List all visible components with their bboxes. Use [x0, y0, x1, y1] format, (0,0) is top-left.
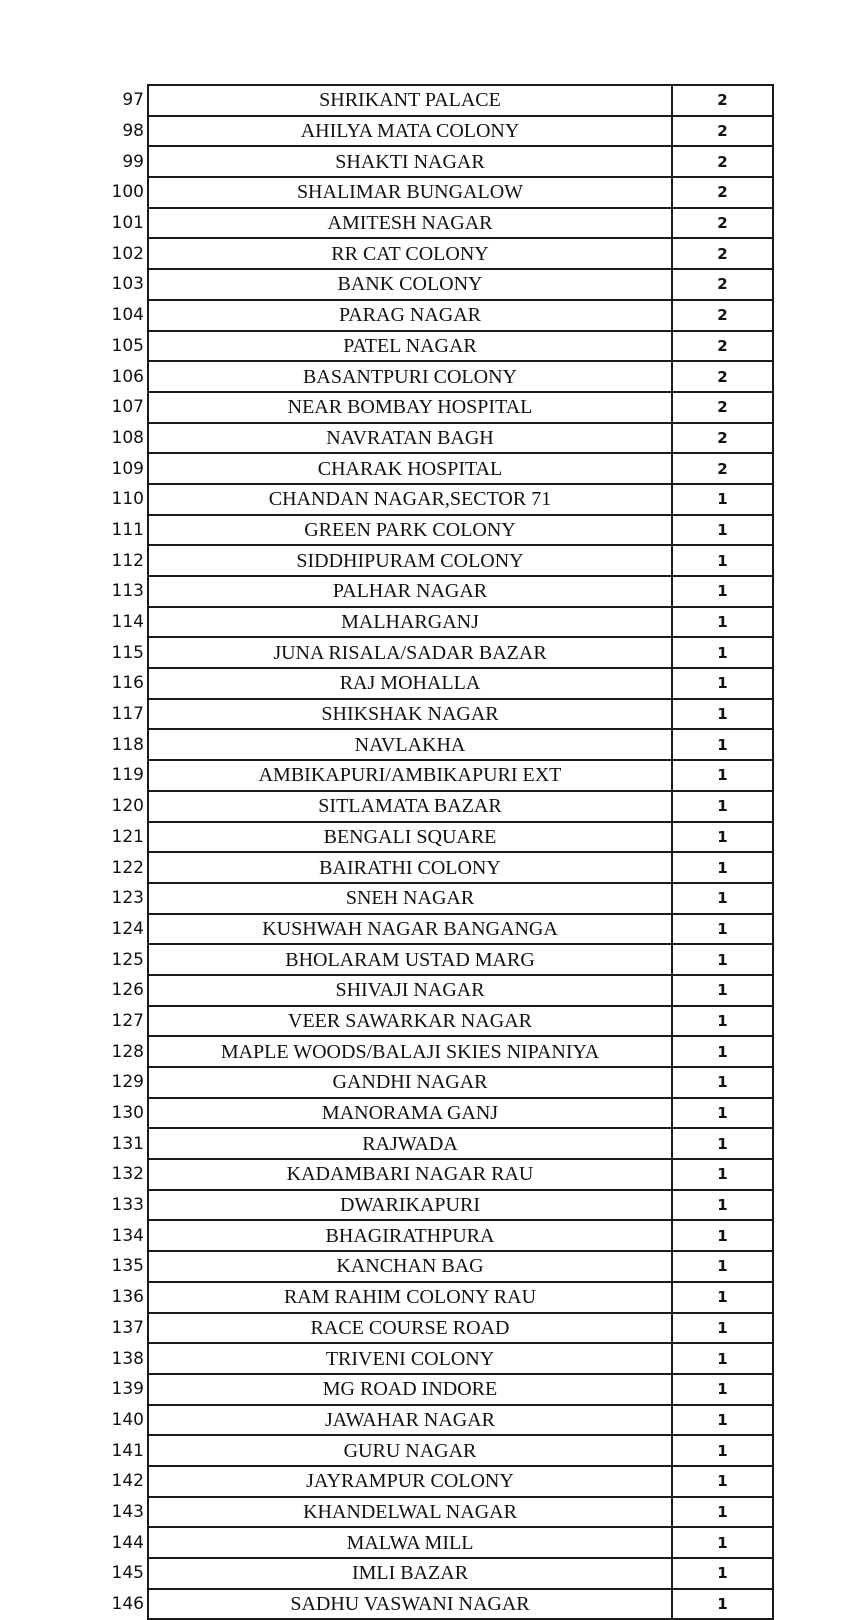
- table-row: [108, 1343, 773, 1374]
- count-cell: 1: [672, 760, 773, 791]
- area-name-cell: BASANTPURI COLONY: [148, 361, 672, 392]
- table-row: [108, 1006, 773, 1037]
- table-row: [108, 1466, 773, 1497]
- table-row: [108, 1589, 773, 1620]
- count-cell: 2: [672, 146, 773, 177]
- serial-number: 126: [111, 980, 144, 1001]
- serial-number: 113: [111, 581, 144, 602]
- table-row: [108, 85, 773, 116]
- area-name-cell: BHOLARAM USTAD MARG: [148, 944, 672, 975]
- area-name-cell: KHANDELWAL NAGAR: [148, 1497, 672, 1528]
- area-name-cell: SITLAMATA BAZAR: [148, 791, 672, 822]
- area-name-cell: AMITESH NAGAR: [148, 208, 672, 239]
- table-row: [108, 331, 773, 362]
- serial-number: 140: [111, 1409, 144, 1430]
- area-name-cell: GREEN PARK COLONY: [148, 515, 672, 546]
- count-cell: 2: [672, 269, 773, 300]
- table-row: [108, 1159, 773, 1190]
- area-name-cell: KUSHWAH NAGAR BANGANGA: [148, 914, 672, 945]
- table-row: [108, 852, 773, 883]
- count-cell: 2: [672, 208, 773, 239]
- serial-number: 125: [111, 949, 144, 970]
- area-name-cell: MANORAMA GANJ: [148, 1098, 672, 1129]
- count-cell: 1: [672, 1159, 773, 1190]
- table-row: [108, 607, 773, 638]
- area-count-table-container: [108, 84, 773, 1620]
- area-name-cell: NAVRATAN BAGH: [148, 423, 672, 454]
- table-row: [108, 883, 773, 914]
- serial-number: 133: [111, 1195, 144, 1216]
- area-name-cell: SHALIMAR BUNGALOW: [148, 177, 672, 208]
- area-name-cell: BAIRATHI COLONY: [148, 852, 672, 883]
- table-row: [108, 668, 773, 699]
- area-name-cell: CHANDAN NAGAR,SECTOR 71: [148, 484, 672, 515]
- table-row: [108, 975, 773, 1006]
- count-cell: 2: [672, 331, 773, 362]
- table-row: [108, 1558, 773, 1589]
- table-row: [108, 791, 773, 822]
- count-cell: 1: [672, 1251, 773, 1282]
- serial-number: 132: [111, 1164, 144, 1185]
- table-row: [108, 1190, 773, 1221]
- area-name-cell: RAJ MOHALLA: [148, 668, 672, 699]
- area-name-cell: GANDHI NAGAR: [148, 1067, 672, 1098]
- table-row: [108, 1128, 773, 1159]
- count-cell: 1: [672, 1067, 773, 1098]
- table-row: [108, 238, 773, 269]
- count-cell: 1: [672, 944, 773, 975]
- table-row: [108, 146, 773, 177]
- count-cell: 1: [672, 1128, 773, 1159]
- area-name-cell: SNEH NAGAR: [148, 883, 672, 914]
- table-row: [108, 269, 773, 300]
- count-cell: 1: [672, 1435, 773, 1466]
- serial-number: 105: [111, 335, 144, 356]
- serial-number: 143: [111, 1501, 144, 1522]
- table-row: [108, 423, 773, 454]
- count-cell: 2: [672, 453, 773, 484]
- serial-number: 106: [111, 366, 144, 387]
- area-name-cell: SIDDHIPURAM COLONY: [148, 545, 672, 576]
- count-cell: 1: [672, 729, 773, 760]
- serial-number: 104: [111, 305, 144, 326]
- count-cell: 2: [672, 238, 773, 269]
- serial-number: 97: [122, 90, 144, 111]
- area-name-cell: NAVLAKHA: [148, 729, 672, 760]
- count-cell: 1: [672, 1036, 773, 1067]
- serial-number: 110: [111, 489, 144, 510]
- count-cell: 1: [672, 637, 773, 668]
- serial-number: 103: [111, 274, 144, 295]
- count-cell: 1: [672, 1220, 773, 1251]
- count-cell: 1: [672, 576, 773, 607]
- count-cell: 1: [672, 1006, 773, 1037]
- count-cell: 1: [672, 975, 773, 1006]
- area-name-cell: RR CAT COLONY: [148, 238, 672, 269]
- area-name-cell: SHAKTI NAGAR: [148, 146, 672, 177]
- count-cell: 1: [672, 1589, 773, 1620]
- count-cell: 1: [672, 1558, 773, 1589]
- area-name-cell: PATEL NAGAR: [148, 331, 672, 362]
- table-row: [108, 361, 773, 392]
- table-row: [108, 576, 773, 607]
- serial-number: 116: [111, 673, 144, 694]
- table-row: [108, 729, 773, 760]
- count-cell: 1: [672, 1343, 773, 1374]
- area-name-cell: PALHAR NAGAR: [148, 576, 672, 607]
- serial-number: 139: [111, 1379, 144, 1400]
- serial-number: 112: [111, 550, 144, 571]
- area-name-cell: AHILYA MATA COLONY: [148, 116, 672, 147]
- area-name-cell: KADAMBARI NAGAR RAU: [148, 1159, 672, 1190]
- serial-number: 98: [122, 121, 144, 142]
- count-cell: 1: [672, 1405, 773, 1436]
- serial-number: 121: [111, 826, 144, 847]
- count-cell: 1: [672, 1374, 773, 1405]
- area-name-cell: MAPLE WOODS/BALAJI SKIES NIPANIYA: [148, 1036, 672, 1067]
- count-cell: 2: [672, 85, 773, 116]
- area-name-cell: VEER SAWARKAR NAGAR: [148, 1006, 672, 1037]
- serial-number: 115: [111, 642, 144, 663]
- table-row: [108, 1282, 773, 1313]
- table-row: [108, 914, 773, 945]
- serial-number: 144: [111, 1532, 144, 1553]
- area-name-cell: MG ROAD INDORE: [148, 1374, 672, 1405]
- count-cell: 1: [672, 1098, 773, 1129]
- serial-number: 118: [111, 734, 144, 755]
- area-name-cell: PARAG NAGAR: [148, 300, 672, 331]
- serial-number: 136: [111, 1287, 144, 1308]
- count-cell: 1: [672, 607, 773, 638]
- count-cell: 1: [672, 883, 773, 914]
- table-row: [108, 116, 773, 147]
- serial-number: 100: [111, 182, 144, 203]
- table-row: [108, 208, 773, 239]
- serial-number: 117: [111, 704, 144, 725]
- area-name-cell: RAM RAHIM COLONY RAU: [148, 1282, 672, 1313]
- count-cell: 1: [672, 1282, 773, 1313]
- serial-number: 108: [111, 427, 144, 448]
- table-row: [108, 392, 773, 423]
- area-name-cell: SHRIKANT PALACE: [148, 85, 672, 116]
- area-name-cell: BANK COLONY: [148, 269, 672, 300]
- serial-number: 142: [111, 1471, 144, 1492]
- area-name-cell: DWARIKAPURI: [148, 1190, 672, 1221]
- serial-number: 107: [111, 397, 144, 418]
- table-row: [108, 1251, 773, 1282]
- serial-number: 99: [122, 151, 144, 172]
- serial-number: 123: [111, 888, 144, 909]
- table-body: [108, 85, 773, 1619]
- count-cell: 1: [672, 699, 773, 730]
- serial-number: 114: [111, 612, 144, 633]
- table-row: [108, 545, 773, 576]
- count-cell: 1: [672, 1466, 773, 1497]
- count-cell: 2: [672, 392, 773, 423]
- count-cell: 2: [672, 423, 773, 454]
- count-cell: 1: [672, 1190, 773, 1221]
- serial-number: 122: [111, 857, 144, 878]
- area-count-table: [108, 84, 774, 1620]
- table-row: [108, 453, 773, 484]
- count-cell: 1: [672, 515, 773, 546]
- serial-number: 120: [111, 796, 144, 817]
- serial-number: 131: [111, 1133, 144, 1154]
- area-name-cell: RACE COURSE ROAD: [148, 1313, 672, 1344]
- count-cell: 1: [672, 484, 773, 515]
- table-row: [108, 1220, 773, 1251]
- table-row: [108, 822, 773, 853]
- area-name-cell: MALHARGANJ: [148, 607, 672, 638]
- count-cell: 2: [672, 116, 773, 147]
- serial-number: 127: [111, 1010, 144, 1031]
- count-cell: 1: [672, 1313, 773, 1344]
- count-cell: 1: [672, 545, 773, 576]
- serial-number: 101: [111, 213, 144, 234]
- table-row: [108, 1036, 773, 1067]
- table-row: [108, 637, 773, 668]
- area-name-cell: GURU NAGAR: [148, 1435, 672, 1466]
- serial-number: 141: [111, 1440, 144, 1461]
- serial-number: 130: [111, 1103, 144, 1124]
- table-row: [108, 300, 773, 331]
- area-name-cell: RAJWADA: [148, 1128, 672, 1159]
- area-name-cell: SADHU VASWANI NAGAR: [148, 1589, 672, 1620]
- table-row: [108, 944, 773, 975]
- serial-number: 137: [111, 1317, 144, 1338]
- area-name-cell: SHIKSHAK NAGAR: [148, 699, 672, 730]
- area-name-cell: JAYRAMPUR COLONY: [148, 1466, 672, 1497]
- count-cell: 2: [672, 177, 773, 208]
- area-name-cell: MALWA MILL: [148, 1527, 672, 1558]
- count-cell: 1: [672, 1497, 773, 1528]
- table-row: [108, 1497, 773, 1528]
- table-row: [108, 515, 773, 546]
- table-row: [108, 760, 773, 791]
- area-name-cell: BHAGIRATHPURA: [148, 1220, 672, 1251]
- table-row: [108, 1405, 773, 1436]
- serial-number: 128: [111, 1041, 144, 1062]
- table-row: [108, 177, 773, 208]
- table-row: [108, 1313, 773, 1344]
- area-name-cell: TRIVENI COLONY: [148, 1343, 672, 1374]
- count-cell: 1: [672, 914, 773, 945]
- table-row: [108, 484, 773, 515]
- area-name-cell: IMLI BAZAR: [148, 1558, 672, 1589]
- table-row: [108, 1435, 773, 1466]
- serial-number: 146: [111, 1594, 144, 1615]
- count-cell: 2: [672, 361, 773, 392]
- area-name-cell: SHIVAJI NAGAR: [148, 975, 672, 1006]
- table-row: [108, 1098, 773, 1129]
- count-cell: 1: [672, 791, 773, 822]
- area-name-cell: JAWAHAR NAGAR: [148, 1405, 672, 1436]
- area-name-cell: AMBIKAPURI/AMBIKAPURI EXT: [148, 760, 672, 791]
- count-cell: 2: [672, 300, 773, 331]
- serial-number: 124: [111, 918, 144, 939]
- area-name-cell: JUNA RISALA/SADAR BAZAR: [148, 637, 672, 668]
- serial-number: 111: [111, 519, 144, 540]
- area-name-cell: BENGALI SQUARE: [148, 822, 672, 853]
- table-row: [108, 1527, 773, 1558]
- count-cell: 1: [672, 1527, 773, 1558]
- count-cell: 1: [672, 822, 773, 853]
- area-name-cell: NEAR BOMBAY HOSPITAL: [148, 392, 672, 423]
- count-cell: 1: [672, 852, 773, 883]
- serial-number: 109: [111, 458, 144, 479]
- serial-number: 129: [111, 1072, 144, 1093]
- serial-number: 119: [111, 765, 144, 786]
- area-name-cell: CHARAK HOSPITAL: [148, 453, 672, 484]
- area-name-cell: KANCHAN BAG: [148, 1251, 672, 1282]
- count-cell: 1: [672, 668, 773, 699]
- table-row: [108, 699, 773, 730]
- serial-number: 138: [111, 1348, 144, 1369]
- serial-number: 102: [111, 243, 144, 264]
- serial-number: 145: [111, 1563, 144, 1584]
- table-row: [108, 1374, 773, 1405]
- serial-number: 134: [111, 1225, 144, 1246]
- table-row: [108, 1067, 773, 1098]
- serial-number: 135: [111, 1256, 144, 1277]
